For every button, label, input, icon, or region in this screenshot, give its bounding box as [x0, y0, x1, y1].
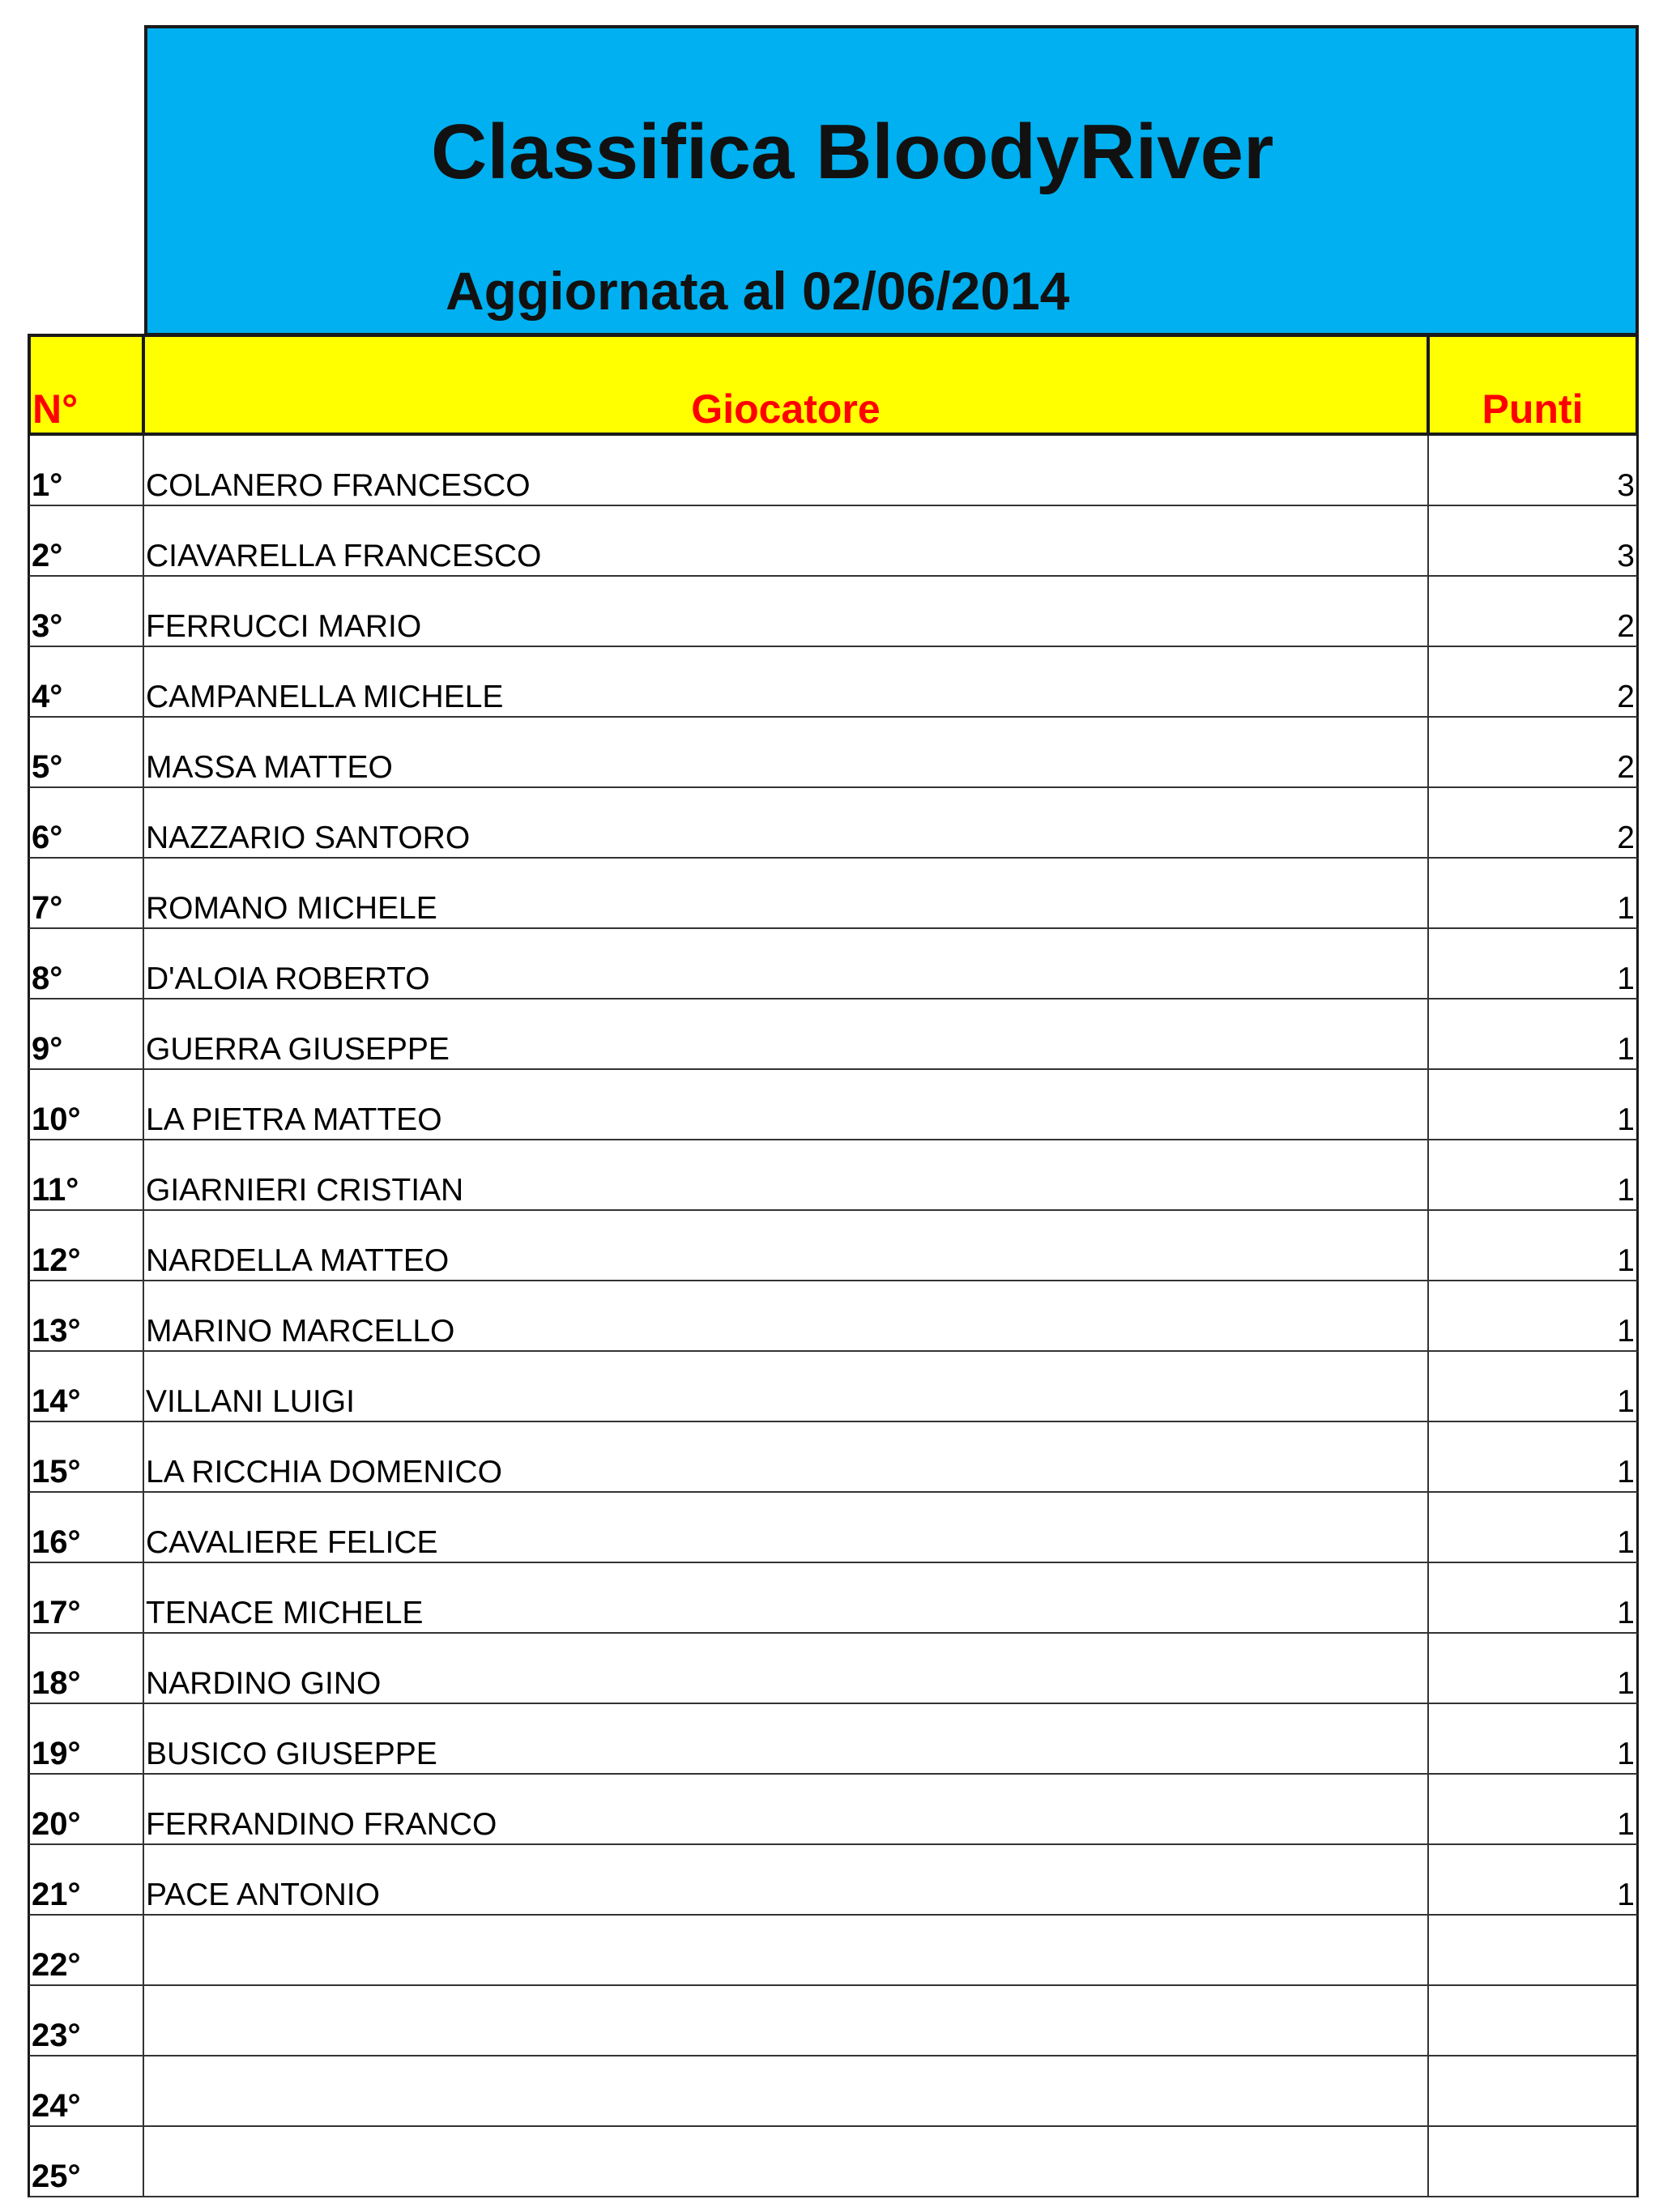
- table-row: [28, 1775, 1639, 1845]
- player-name: COLANERO FRANCESCO: [146, 468, 531, 503]
- rank-value: 17°: [32, 1595, 81, 1630]
- rank-value: 2°: [32, 538, 63, 573]
- rank-cell: [30, 2056, 144, 2125]
- column-header-player: Giocatore: [691, 386, 881, 432]
- rank-cell: [30, 2127, 144, 2196]
- player-cell: [144, 788, 1429, 857]
- rank-value: 1°: [32, 467, 63, 503]
- rank-cell: [30, 1422, 144, 1491]
- points-cell: [1429, 788, 1636, 857]
- player-cell: [144, 436, 1429, 505]
- rank-value: 7°: [32, 890, 63, 926]
- points-cell: [1429, 506, 1636, 575]
- column-header-rank: N°: [32, 386, 79, 432]
- player-name: CIAVARELLA FRANCESCO: [146, 539, 542, 573]
- player-cell: [144, 1704, 1429, 1773]
- points-value: 1: [1617, 1666, 1635, 1701]
- player-name: FERRANDINO FRANCO: [146, 1807, 497, 1842]
- table-row: [28, 2127, 1639, 2197]
- player-cell: [144, 718, 1429, 786]
- points-cell: [1429, 2056, 1636, 2125]
- table-row: [28, 1634, 1639, 1704]
- player-name: GUERRA GIUSEPPE: [146, 1032, 450, 1067]
- table-row: [28, 1845, 1639, 1916]
- points-value: 1: [1617, 1807, 1635, 1842]
- player-cell: [144, 1986, 1429, 2055]
- points-cell: [1429, 1070, 1636, 1139]
- rank-cell: [30, 1140, 144, 1209]
- table-row: [28, 647, 1639, 718]
- player-cell: [144, 2056, 1429, 2125]
- points-value: 2: [1617, 820, 1635, 855]
- rank-cell: [30, 1352, 144, 1421]
- rank-cell: [30, 1563, 144, 1632]
- points-value: 2: [1617, 609, 1635, 644]
- player-cell: [144, 1352, 1429, 1421]
- player-name: LA PIETRA MATTEO: [146, 1102, 442, 1137]
- player-name: PACE ANTONIO: [146, 1877, 380, 1912]
- points-cell: [1429, 1211, 1636, 1280]
- player-name: VILLANI LUIGI: [146, 1384, 355, 1419]
- rank-value: 4°: [32, 679, 63, 714]
- rank-value: 20°: [32, 1806, 81, 1842]
- player-cell: [144, 506, 1429, 575]
- rank-cell: [30, 1986, 144, 2055]
- points-value: 1: [1617, 1032, 1635, 1067]
- rank-cell: [30, 718, 144, 786]
- table-body: [28, 436, 1639, 2197]
- rank-cell: [30, 1845, 144, 1914]
- points-cell: [1429, 1352, 1636, 1421]
- rank-value: 9°: [32, 1031, 63, 1067]
- header-cell-rank: [31, 337, 145, 433]
- points-cell: [1429, 859, 1636, 927]
- points-value: 1: [1617, 1737, 1635, 1771]
- header-cell-player: [145, 337, 1430, 433]
- player-cell: [144, 1775, 1429, 1843]
- rank-value: 21°: [32, 1877, 81, 1912]
- table-row: [28, 1563, 1639, 1634]
- points-value: 1: [1617, 891, 1635, 926]
- points-value: 1: [1617, 1243, 1635, 1278]
- table-row: [28, 577, 1639, 647]
- rank-value: 11°: [32, 1172, 79, 1208]
- player-name: NARDINO GINO: [146, 1666, 382, 1701]
- player-name: NAZZARIO SANTORO: [146, 820, 471, 855]
- rank-cell: [30, 999, 144, 1068]
- player-name: NARDELLA MATTEO: [146, 1243, 450, 1278]
- rank-value: 19°: [32, 1736, 81, 1771]
- points-cell: [1429, 1493, 1636, 1562]
- points-value: 3: [1617, 539, 1635, 573]
- table-row: [28, 1281, 1639, 1352]
- table-row: [28, 1140, 1639, 1211]
- rank-cell: [30, 436, 144, 505]
- player-cell: [144, 1070, 1429, 1139]
- player-cell: [144, 1493, 1429, 1562]
- rank-value: 6°: [32, 820, 63, 855]
- page-title: Classifica BloodyRiver: [431, 109, 1274, 195]
- rank-cell: [30, 859, 144, 927]
- header-cell-points: [1430, 337, 1636, 433]
- player-cell: [144, 577, 1429, 646]
- points-value: 2: [1617, 750, 1635, 785]
- points-value: 1: [1617, 1173, 1635, 1208]
- rank-value: 15°: [32, 1454, 81, 1490]
- points-cell: [1429, 647, 1636, 716]
- points-value: 1: [1617, 1455, 1635, 1490]
- points-value: 1: [1617, 1596, 1635, 1630]
- table-row: [28, 2056, 1639, 2127]
- points-cell: [1429, 436, 1636, 505]
- player-name: MASSA MATTEO: [146, 750, 393, 785]
- points-cell: [1429, 1775, 1636, 1843]
- player-name: LA RICCHIA DOMENICO: [146, 1455, 502, 1490]
- standings-table: [28, 334, 1639, 2197]
- table-row: [28, 1070, 1639, 1140]
- points-value: 1: [1617, 1525, 1635, 1560]
- points-cell: [1429, 1563, 1636, 1632]
- table-row: [28, 1704, 1639, 1775]
- rank-value: 10°: [32, 1102, 81, 1137]
- rank-value: 16°: [32, 1524, 81, 1560]
- player-name: ROMANO MICHELE: [146, 891, 437, 926]
- table-row: [28, 1493, 1639, 1563]
- player-cell: [144, 647, 1429, 716]
- player-name: MARINO MARCELLO: [146, 1314, 455, 1349]
- points-cell: [1429, 1845, 1636, 1914]
- rank-cell: [30, 647, 144, 716]
- points-value: 1: [1617, 961, 1635, 996]
- points-cell: [1429, 999, 1636, 1068]
- points-cell: [1429, 929, 1636, 998]
- points-cell: [1429, 1704, 1636, 1773]
- rank-cell: [30, 1775, 144, 1843]
- column-header-points: Punti: [1482, 386, 1584, 432]
- rank-cell: [30, 1070, 144, 1139]
- points-value: 1: [1617, 1384, 1635, 1419]
- points-cell: [1429, 1281, 1636, 1350]
- rank-value: 23°: [32, 2018, 81, 2053]
- rank-value: 13°: [32, 1313, 81, 1349]
- player-name: CAMPANELLA MICHELE: [146, 680, 504, 714]
- points-value: 2: [1617, 680, 1635, 714]
- table-row: [28, 999, 1639, 1070]
- player-cell: [144, 1140, 1429, 1209]
- points-cell: [1429, 1140, 1636, 1209]
- title-banner: [144, 25, 1639, 206]
- player-cell: [144, 1211, 1429, 1280]
- player-name: BUSICO GIUSEPPE: [146, 1737, 437, 1771]
- points-cell: [1429, 577, 1636, 646]
- rank-value: 8°: [32, 961, 63, 996]
- points-cell: [1429, 1986, 1636, 2055]
- player-cell: [144, 1634, 1429, 1703]
- points-value: 3: [1617, 468, 1635, 503]
- rank-cell: [30, 1916, 144, 1984]
- player-name: TENACE MICHELE: [146, 1596, 424, 1630]
- rank-value: 25°: [32, 2159, 81, 2194]
- rank-value: 22°: [32, 1947, 81, 1983]
- player-cell: [144, 2127, 1429, 2196]
- player-cell: [144, 1845, 1429, 1914]
- points-cell: [1429, 718, 1636, 786]
- rank-cell: [30, 1704, 144, 1773]
- rank-cell: [30, 1211, 144, 1280]
- rank-value: 3°: [32, 608, 63, 644]
- points-cell: [1429, 1916, 1636, 1984]
- player-name: FERRUCCI MARIO: [146, 609, 422, 644]
- table-row: [28, 1352, 1639, 1422]
- player-cell: [144, 929, 1429, 998]
- rank-cell: [30, 577, 144, 646]
- points-cell: [1429, 1634, 1636, 1703]
- subtitle-banner: [144, 202, 1639, 336]
- rank-value: 14°: [32, 1383, 81, 1419]
- player-cell: [144, 859, 1429, 927]
- rank-value: 5°: [32, 749, 63, 785]
- points-value: 1: [1617, 1314, 1635, 1349]
- table-row: [28, 436, 1639, 506]
- rank-value: 12°: [32, 1242, 81, 1278]
- update-date: Aggiornata al 02/06/2014: [446, 261, 1070, 321]
- rank-cell: [30, 1634, 144, 1703]
- table-row: [28, 1916, 1639, 1986]
- table-row: [28, 506, 1639, 577]
- points-cell: [1429, 2127, 1636, 2196]
- rank-value: 18°: [32, 1665, 81, 1701]
- rank-cell: [30, 1281, 144, 1350]
- player-cell: [144, 1281, 1429, 1350]
- rank-cell: [30, 788, 144, 857]
- player-name: CAVALIERE FELICE: [146, 1525, 438, 1560]
- table-row: [28, 1986, 1639, 2056]
- rank-cell: [30, 506, 144, 575]
- points-value: 1: [1617, 1877, 1635, 1912]
- player-cell: [144, 999, 1429, 1068]
- table-row: [28, 859, 1639, 929]
- table-header-row: [28, 334, 1639, 436]
- player-cell: [144, 1916, 1429, 1984]
- table-row: [28, 788, 1639, 859]
- player-name: D'ALOIA ROBERTO: [146, 961, 430, 996]
- rank-cell: [30, 1493, 144, 1562]
- player-cell: [144, 1563, 1429, 1632]
- player-name: GIARNIERI CRISTIAN: [146, 1173, 464, 1208]
- rank-value: 24°: [32, 2088, 81, 2124]
- table-row: [28, 718, 1639, 788]
- table-row: [28, 1422, 1639, 1493]
- rank-cell: [30, 929, 144, 998]
- table-row: [28, 1211, 1639, 1281]
- player-cell: [144, 1422, 1429, 1491]
- points-value: 1: [1617, 1102, 1635, 1137]
- points-cell: [1429, 1422, 1636, 1491]
- table-row: [28, 929, 1639, 999]
